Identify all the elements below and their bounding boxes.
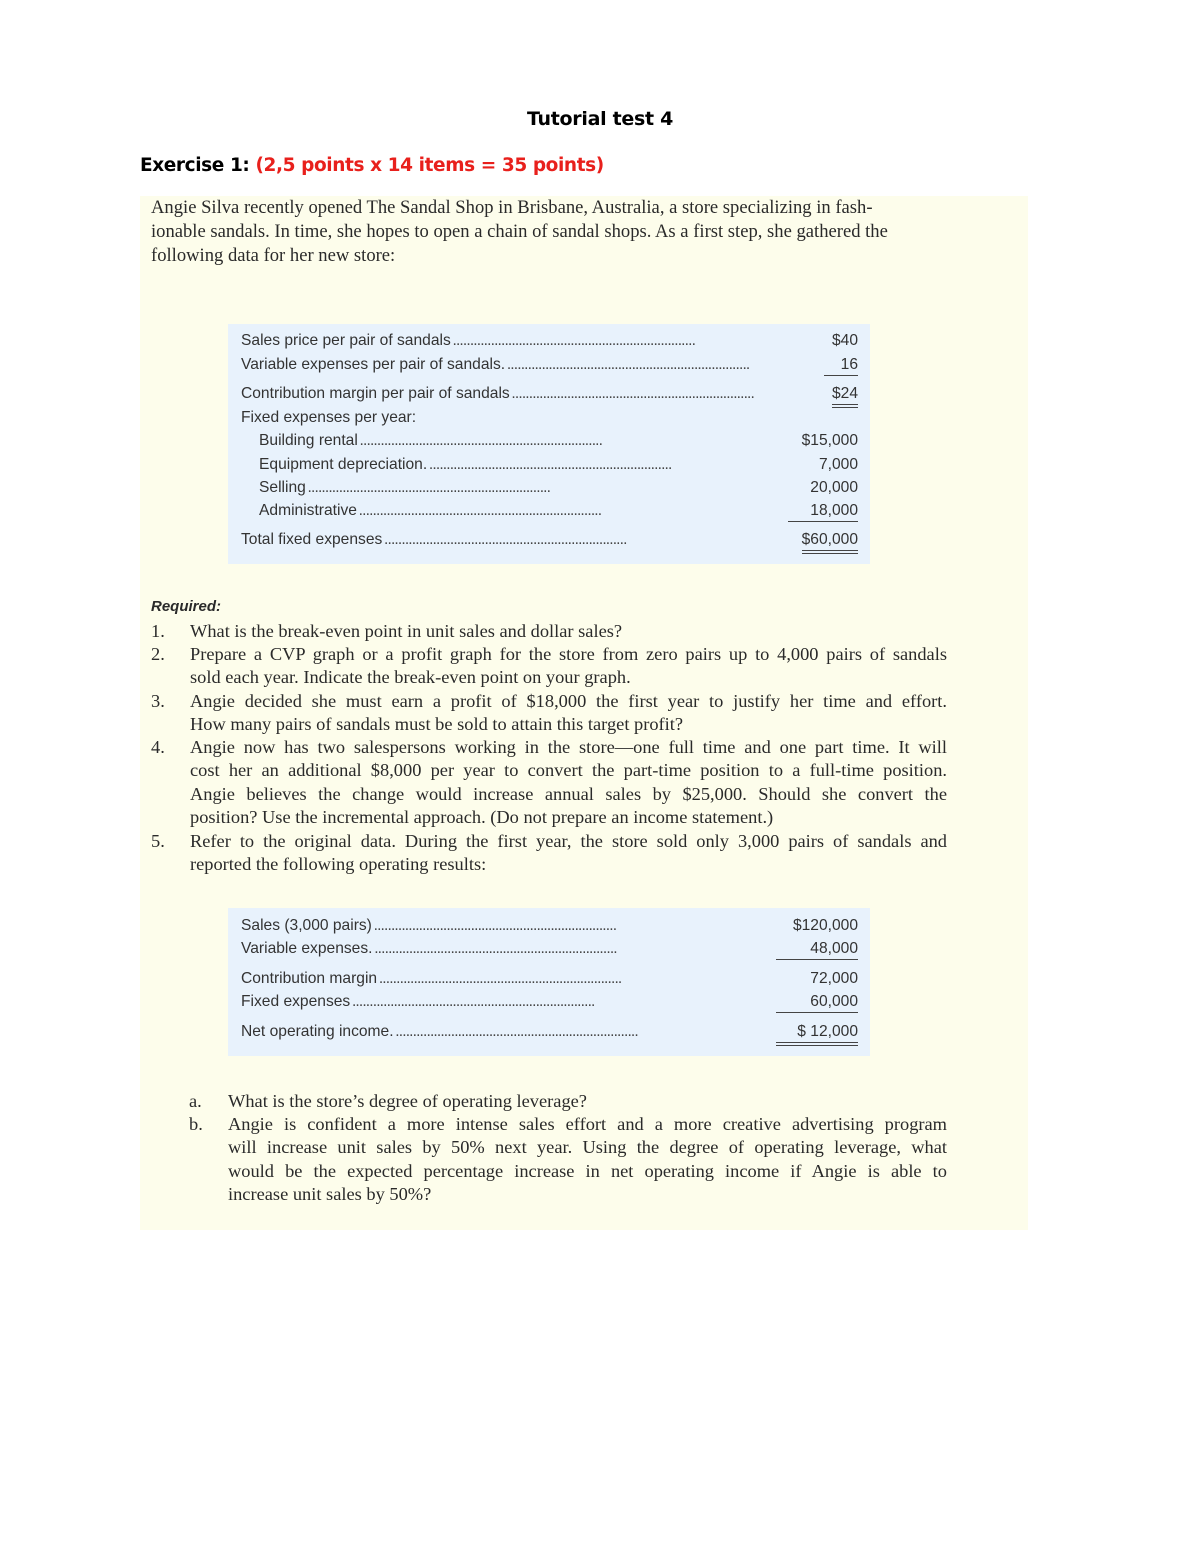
table-row	[228, 914, 870, 938]
question-line: What is the break-even point in unit sales and dollar sales?	[190, 621, 623, 641]
row-label: Variable expenses. . . .	[241, 937, 751, 961]
sub-question-line: will increase unit sales by 50% next year. Using the degree of operating leverage, what	[228, 1137, 947, 1158]
question-line: sold each year. Indicate the break-even point on your graph.	[190, 667, 631, 688]
row-value-text: $60,000	[802, 530, 858, 554]
row-value	[788, 499, 858, 523]
sub-question-text	[228, 1113, 947, 1206]
row-value-text: 60,000	[776, 992, 858, 1013]
intro-line: ionable sandals. In time, she hopes to open a chain of sandal shops. As a first step, she gathered the	[151, 221, 888, 242]
question-text	[190, 830, 947, 877]
question-line: How many pairs of sandals must be sold to attain this target profit?	[190, 714, 684, 735]
row-value	[802, 528, 858, 554]
row-label: Building rental . . .	[259, 429, 776, 453]
table-row	[228, 329, 870, 353]
question-line: Prepare a CVP graph or a profit graph for the store from zero pairs up to 4,000 pairs of sandals	[190, 644, 947, 664]
question-number: 4.	[151, 737, 165, 757]
question-number: 1.	[151, 621, 165, 641]
row-label: Sales price per pair of sandals . . .	[241, 329, 776, 353]
table-row	[228, 528, 870, 552]
row-label: Net operating income. . . .	[241, 1020, 751, 1044]
row-value	[824, 353, 858, 377]
problem-panel	[140, 196, 1028, 1230]
row-value: $120,000	[792, 917, 858, 934]
row-value: 7,000	[818, 456, 858, 473]
question-number: 3.	[151, 691, 165, 711]
question-number: 5.	[151, 831, 165, 851]
row-label: Selling . . .	[259, 476, 776, 500]
sub-question-line: increase unit sales by 50%?	[228, 1183, 432, 1204]
table-row	[228, 937, 870, 961]
question-line: Angie believes the change would increase annual sales by $25,000. Should she convert the	[190, 783, 947, 804]
document-title: Tutorial test 4	[526, 108, 674, 130]
intro-line: Angie Silva recently opened The Sandal Shop in Brisbane, Australia, a store specializing in fash-	[151, 197, 873, 218]
question-text	[190, 620, 947, 643]
row-value: 20,000	[810, 479, 858, 496]
intro-line: following data for her new store:	[151, 245, 396, 266]
question-number: 2.	[151, 644, 165, 664]
question-line: Angie now has two salespersons working in the store—one full time and one part time. It will	[190, 737, 947, 757]
store-data-table	[228, 324, 870, 564]
row-value: $40	[831, 332, 858, 349]
required-label: Required:	[151, 598, 222, 615]
row-label: Total fixed expenses . . .	[241, 528, 776, 552]
exercise-label: Exercise 1:	[140, 155, 250, 176]
table-row	[228, 429, 870, 453]
row-label: Fixed expenses . . .	[241, 990, 751, 1014]
table-row	[228, 1020, 870, 1044]
row-value-text: 16	[824, 355, 858, 376]
row-label: Sales (3,000 pairs) . . .	[241, 914, 751, 938]
table-row	[228, 499, 870, 523]
table-row	[228, 406, 870, 430]
sub-question-list	[140, 1090, 1028, 1210]
question-text	[190, 690, 947, 737]
question-line: cost her an additional $8,000 per year to convert the part-time position to a full-time position.	[190, 760, 947, 781]
question-line: Angie decided she must earn a profit of $18,000 the first year to justify her time and effort.	[190, 691, 947, 711]
table-row	[228, 967, 870, 991]
question-text	[190, 643, 947, 690]
row-value	[776, 1020, 858, 1046]
table-row	[228, 476, 870, 500]
row-label: Contribution margin per pair of sandals . . .	[241, 382, 776, 406]
exercise-points: (2,5 points x 14 items = 35 points)	[255, 155, 604, 176]
row-label: Fixed expenses per year:	[241, 409, 417, 426]
question-text	[190, 736, 947, 829]
row-label: Administrative . . .	[259, 499, 776, 523]
row-value-text: 48,000	[776, 939, 858, 960]
table-row	[228, 990, 870, 1014]
row-value: $15,000	[801, 432, 858, 449]
row-value	[832, 382, 858, 408]
row-label: Equipment depreciation. . . .	[259, 453, 776, 477]
table-row	[228, 453, 870, 477]
row-label: Contribution margin . . .	[241, 967, 751, 991]
sub-question-letter: a.	[189, 1091, 202, 1111]
row-value-text: $24	[832, 384, 858, 408]
sub-question-text	[228, 1090, 947, 1113]
sub-question-line: would be the expected percentage increase in net operating income if Angie is able to	[228, 1160, 947, 1181]
row-value	[776, 937, 858, 961]
question-line: position? Use the incremental approach. (Do not prepare an income statement.)	[190, 806, 774, 827]
sub-question-letter: b.	[189, 1114, 203, 1134]
question-list	[140, 620, 1028, 880]
table-row	[228, 382, 870, 406]
exercise-heading	[140, 155, 604, 176]
row-value: 72,000	[810, 970, 858, 987]
sub-question-line: Angie is confident a more intense sales effort and a more creative advertising program	[228, 1114, 947, 1134]
question-line: Refer to the original data. During the first year, the store sold only 3,000 pairs of sandals and	[190, 831, 947, 851]
question-line: reported the following operating results:	[190, 854, 487, 875]
row-value	[776, 990, 858, 1014]
sub-question-line: What is the store’s degree of operating leverage?	[228, 1091, 587, 1111]
row-value-text: 18,000	[788, 501, 858, 522]
table-row	[228, 353, 870, 377]
row-label: Variable expenses per pair of sandals. . . .	[241, 353, 776, 377]
row-value-text: $ 12,000	[776, 1022, 858, 1046]
operating-results-table	[228, 908, 870, 1056]
intro-paragraph	[151, 196, 951, 268]
